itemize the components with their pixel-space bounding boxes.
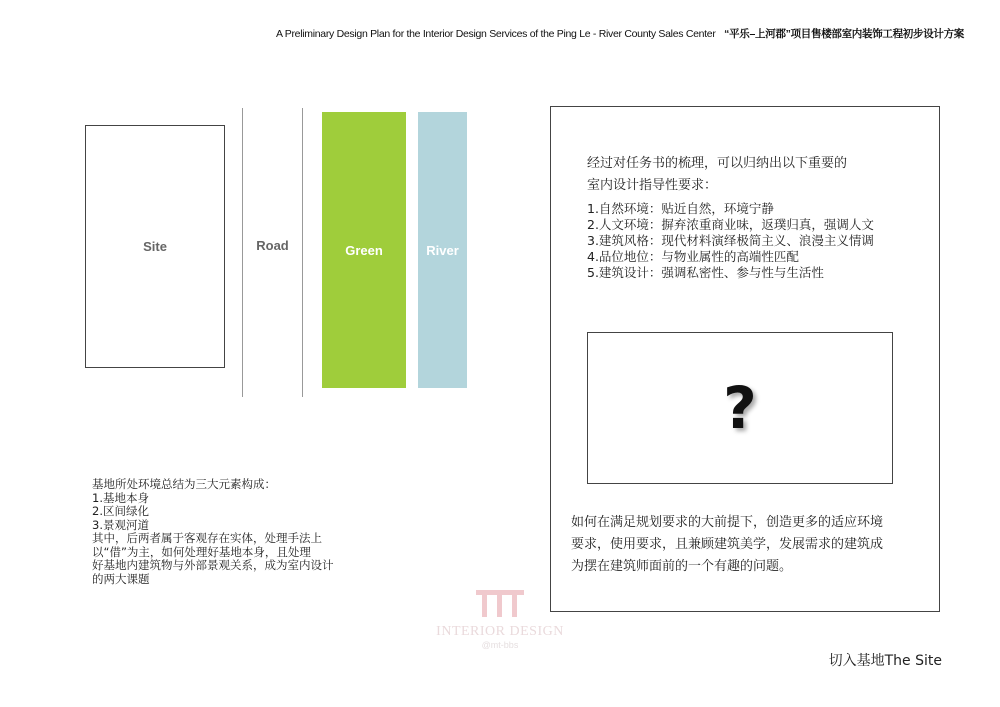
requirements-intro-line: 室内设计指导性要求： — [587, 178, 718, 193]
requirement-item: 5.建筑设计：强调私密性、参与性与生活性 — [587, 265, 824, 280]
site-summary-item: 3.景观河道 — [92, 517, 149, 532]
page-header — [276, 26, 964, 41]
green-label: Green — [345, 242, 383, 258]
site-box — [85, 125, 225, 368]
watermark-logo-mark — [472, 588, 528, 618]
site-summary-paragraph-line: 的两大课题 — [92, 571, 150, 586]
river-label: River — [426, 242, 459, 258]
site-summary — [92, 478, 392, 586]
requirement-item: 4.品位地位：与物业属性的高端性匹配 — [587, 249, 799, 264]
requirement-item: 1.自然环境：贴近自然，环境宁静 — [587, 201, 774, 216]
watermark-logo-icon — [405, 588, 595, 624]
requirements-list — [587, 201, 874, 281]
requirements-intro-line: 经过对任务书的梳理，可以归纳出以下重要的 — [587, 156, 848, 171]
design-question-line: 为摆在建筑师面前的一个有趣的问题。 — [571, 559, 793, 574]
site-summary-title: 基地所处环境总结为三大元素构成： — [92, 477, 276, 491]
design-question-line: 要求，使用要求，且兼顾建筑美学，发展需求的建筑成 — [571, 537, 884, 552]
header-title-en: A Preliminary Design Plan for the Interior Design Services of the Ping Le - River County Sales Center — [276, 28, 716, 40]
site-summary-item: 2.区间绿化 — [92, 504, 149, 518]
question-box — [587, 332, 893, 484]
requirement-item: 2.人文环境：摒弃浓重商业味，返璞归真，强调人文 — [587, 217, 874, 232]
footer-label: 切入基地The Site — [828, 653, 942, 669]
site-label: Site — [143, 239, 167, 254]
design-question-text — [571, 512, 931, 578]
road-edge-right — [302, 108, 303, 397]
question-mark-icon: ? — [723, 374, 757, 442]
river-strip — [418, 112, 467, 388]
requirements-panel — [550, 106, 940, 612]
green-strip — [322, 112, 406, 388]
header-title-cn: “平乐–上河郡”项目售楼部室内装饰工程初步设计方案 — [724, 28, 964, 40]
site-summary-paragraph-line: 其中，后两者属于客观存在实体，处理手法上 — [92, 531, 322, 545]
site-summary-paragraph-line: 以“借”为主，如何处理好基地本身，且处理 — [92, 544, 311, 559]
requirements-intro — [587, 153, 847, 197]
watermark-sub: @mt-bbs — [481, 640, 519, 650]
site-summary-item: 1.基地本身 — [92, 490, 149, 505]
watermark — [405, 588, 595, 650]
watermark-text: INTERIOR DESIGN — [436, 624, 564, 639]
design-question-line: 如何在满足规划要求的大前提下，创造更多的适应环境 — [571, 515, 884, 530]
site-summary-paragraph-line: 好基地内建筑物与外部景观关系，成为室内设计 — [92, 558, 334, 572]
road-label: Road — [256, 238, 289, 253]
requirement-item: 3.建筑风格：现代材料演绎极简主义、浪漫主义情调 — [587, 233, 874, 248]
